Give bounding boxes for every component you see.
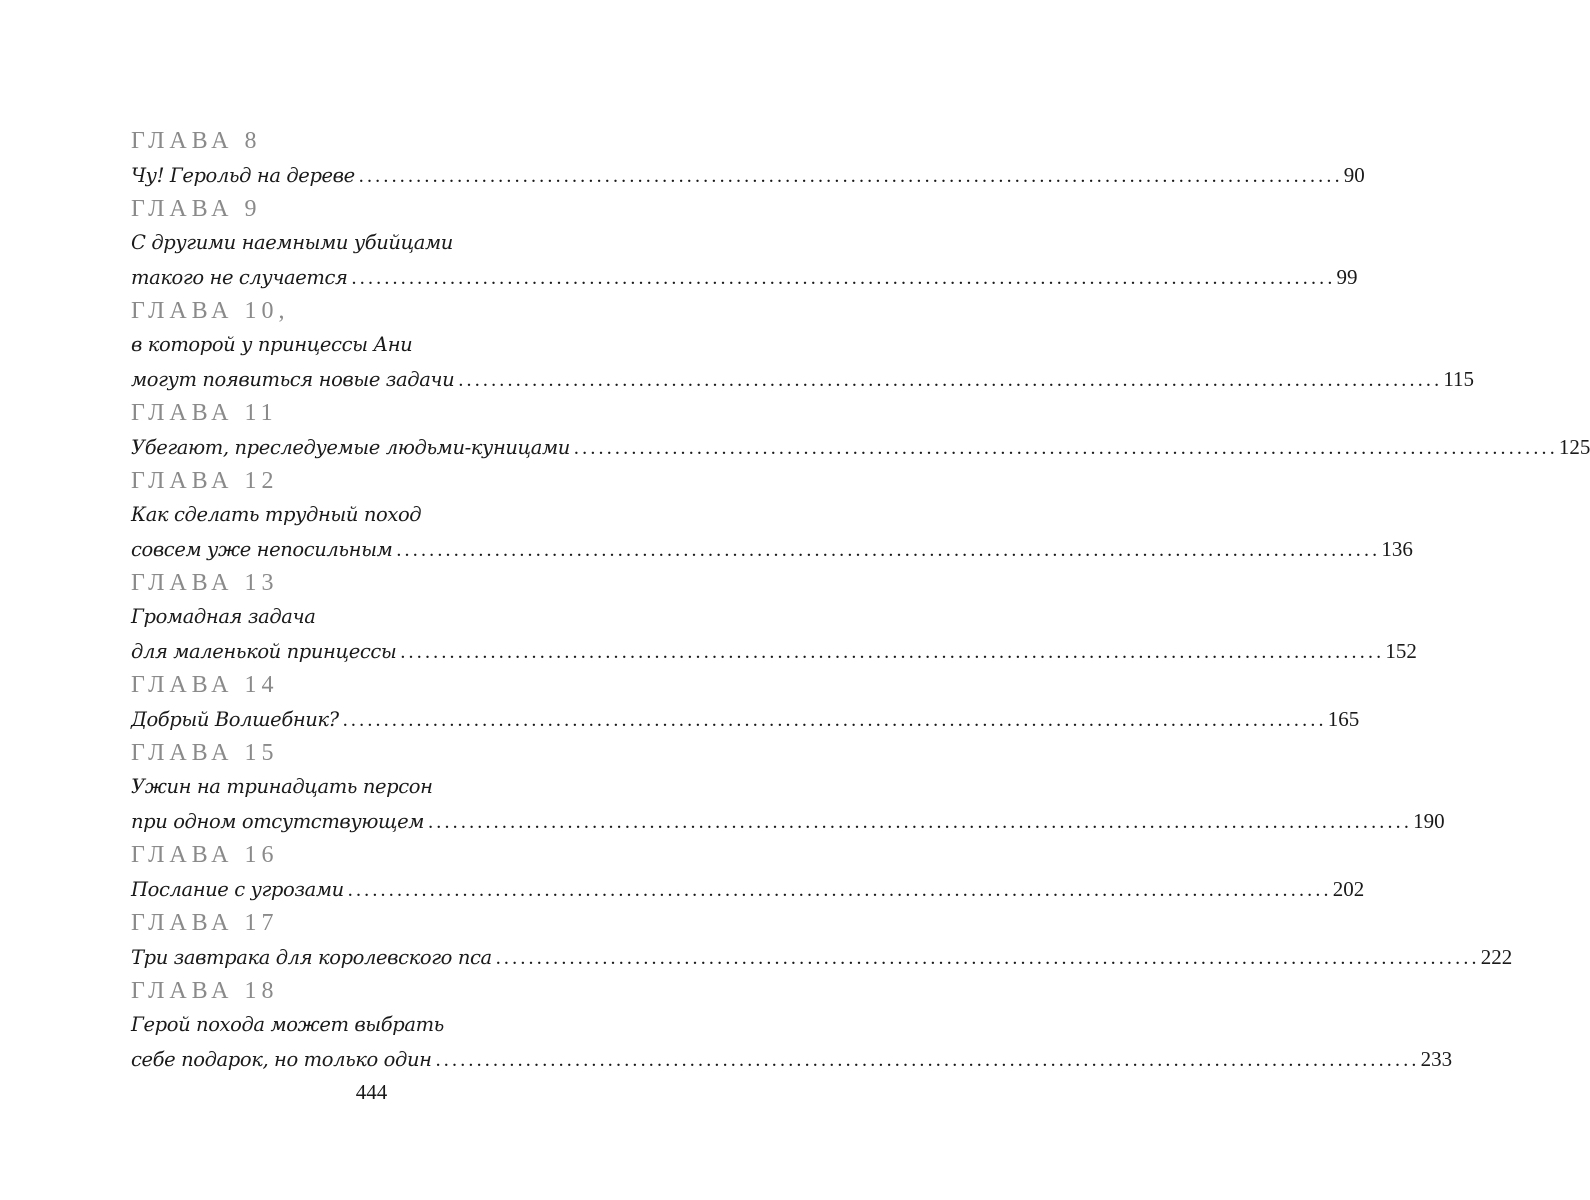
chapter-title-line: Как сделать трудный поход [131, 503, 422, 526]
chapter-title: Три завтрака для королевского пса [131, 946, 492, 969]
toc-chapter [131, 464, 1413, 566]
chapter-label: ГЛАВА 17 [131, 910, 279, 936]
chapter-label: ГЛАВА 15 [131, 740, 279, 766]
dot-leader: ........................................................................................................................ [435, 1049, 1420, 1071]
chapter-entry [131, 940, 1513, 974]
dot-leader: ........................................................................................................................ [358, 165, 1343, 187]
dot-leader: ........................................................................................................................ [400, 641, 1385, 663]
toc-chapter [131, 736, 1445, 838]
chapter-entry [131, 702, 1360, 736]
dot-leader: ........................................................................................................................ [458, 369, 1443, 391]
chapter-title: Убегают, преследуемые людьми-куницами [131, 436, 570, 459]
toc-chapter [131, 838, 1365, 906]
chapter-label: ГЛАВА 9 [131, 196, 262, 222]
chapter-title-line: Герой похода может выбрать [131, 1013, 444, 1036]
chapter-label: ГЛАВА 16 [131, 842, 279, 868]
page-number: 233 [1420, 1047, 1453, 1071]
toc-chapter [131, 668, 1360, 736]
toc-chapter [131, 396, 1590, 464]
chapter-title: при одном отсутствующем [131, 810, 425, 833]
dot-leader: ........................................................................................................................ [428, 811, 1413, 833]
dot-leader: ........................................................................................................................ [573, 437, 1558, 459]
chapter-title-line: С другими наемными убийцами [131, 231, 453, 254]
chapter-entry [131, 1042, 1453, 1076]
chapter-entry [131, 532, 1413, 566]
dot-leader: ........................................................................................................................ [342, 709, 1327, 731]
dot-leader: ........................................................................................................................ [396, 539, 1381, 561]
chapter-title-line: Громадная задача [131, 605, 316, 628]
chapter-title: себе подарок, но только один [131, 1048, 432, 1071]
chapter-title: для маленькой принцессы [131, 640, 397, 663]
chapter-title: Чу! Герольд на дереве [131, 164, 355, 187]
table-of-contents [131, 124, 1590, 1076]
toc-chapter [131, 974, 1453, 1076]
dot-leader: ........................................................................................................................ [495, 947, 1480, 969]
page-number: 125 [1558, 435, 1590, 459]
chapter-title: Послание с угрозами [131, 878, 344, 901]
chapter-entry [131, 260, 1358, 294]
page-number: 222 [1480, 945, 1513, 969]
page-number: 152 [1385, 639, 1417, 663]
chapter-entry [131, 430, 1590, 464]
dot-leader: ........................................................................................................................ [347, 879, 1332, 901]
chapter-entry [131, 634, 1417, 668]
toc-chapter [131, 566, 1417, 668]
chapter-label: ГЛАВА 11 [131, 400, 278, 426]
dot-leader: ........................................................................................................................ [351, 267, 1336, 289]
chapter-label: ГЛАВА 8 [131, 128, 262, 154]
chapter-label: ГЛАВА 14 [131, 672, 279, 698]
toc-chapter [131, 294, 1475, 396]
chapter-title: такого не случается [131, 266, 348, 289]
page-number: 90 [1343, 163, 1365, 187]
chapter-title: могут появиться новые задачи [131, 368, 455, 391]
page-number: 202 [1332, 877, 1365, 901]
chapter-title: Добрый Волшебник? [131, 708, 339, 731]
chapter-entry [131, 158, 1365, 192]
chapter-label: ГЛАВА 13 [131, 570, 279, 596]
chapter-entry [131, 362, 1475, 396]
chapter-label: ГЛАВА 18 [131, 978, 279, 1004]
toc-chapter [131, 906, 1513, 974]
page-number: 99 [1336, 265, 1358, 289]
toc-chapter [131, 192, 1358, 294]
chapter-title: совсем уже непосильным [131, 538, 393, 561]
chapter-entry [131, 872, 1365, 906]
chapter-label: ГЛАВА 10, [131, 298, 290, 324]
page-number: 136 [1381, 537, 1413, 561]
chapter-title-line: в которой у принцессы Ани [131, 333, 413, 356]
page-number: 165 [1327, 707, 1360, 731]
page-folio-number: 444 [355, 1080, 388, 1104]
toc-chapter [131, 124, 1365, 192]
chapter-entry [131, 804, 1445, 838]
chapter-title-line: Ужин на тринадцать персон [131, 775, 433, 798]
page-number: 115 [1443, 367, 1475, 391]
chapter-label: ГЛАВА 12 [131, 468, 279, 494]
page-number: 190 [1413, 809, 1445, 833]
